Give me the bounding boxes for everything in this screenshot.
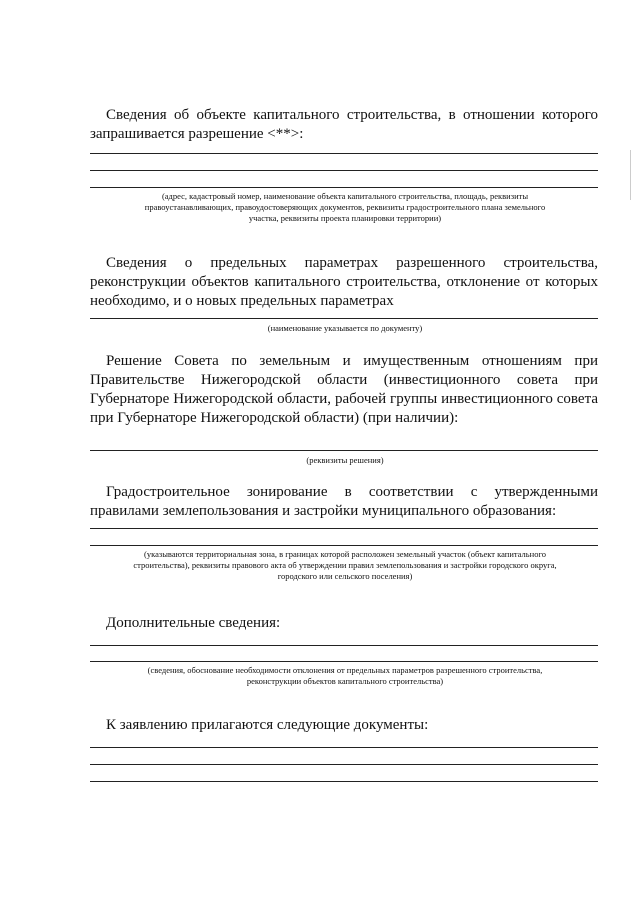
- fill-line: [90, 747, 598, 748]
- fill-line: [90, 450, 598, 451]
- attached-docs-heading: К заявлению прилагаются следующие документы:: [106, 717, 429, 733]
- fill-line: [90, 545, 598, 546]
- fill-line: [90, 170, 598, 171]
- fill-line: [90, 153, 598, 154]
- additional-info-caption: (сведения, обоснование необходимости отклонения от предельных параметров разрешенного строительства, реконструкции объектов капитального строительства): [147, 665, 543, 686]
- council-decision-paragraph: Решение Совета по земельным и имущественным отношениям при Правительстве Нижегородской области (инвестиционного совета при Губернаторе Нижегородской области, рабочей группы инвестиционного совета при Губернаторе Нижегородской области) (при наличии):: [90, 353, 598, 426]
- fill-line: [90, 781, 598, 782]
- fill-line: [90, 764, 598, 765]
- object-info-paragraph: Сведения об объекте капитального строительства, в отношении которого запрашивается разрешение <**>:: [90, 107, 598, 142]
- scan-margin-mark: [630, 150, 635, 200]
- fill-line: [90, 661, 598, 662]
- fill-line: [90, 528, 598, 529]
- fill-line: [90, 318, 598, 319]
- fill-line: [90, 645, 598, 646]
- limit-params-caption: (наименование указывается по документу): [267, 323, 423, 333]
- zoning-caption: (указываются территориальная зона, в границах которой расположен земельный участок (объект капитального строительства), реквизиты правового акта об утверждении правил землепользования и застройки городского округа, городского или сельского поселения): [133, 549, 557, 581]
- council-decision-caption: (реквизиты решения): [306, 455, 384, 465]
- limit-params-paragraph: Сведения о предельных параметрах разрешенного строительства, реконструкции объектов капитального строительства, отклонение от которых необходимо, и о новых предельных параметрах: [90, 255, 598, 309]
- zoning-paragraph: Градостроительное зонирование в соответствии с утвержденными правилами землепользования и застройки муниципального образования:: [90, 484, 598, 519]
- object-info-caption: (адрес, кадастровый номер, наименование объекта капитального строительства, площадь, реквизиты правоустанавливающих, правоудостоверяющих документов, реквизиты градостроительного плана земельного участка, реквизиты проекта планировки территории): [144, 191, 546, 223]
- additional-info-heading: Дополнительные сведения:: [106, 615, 281, 631]
- fill-line: [90, 187, 598, 188]
